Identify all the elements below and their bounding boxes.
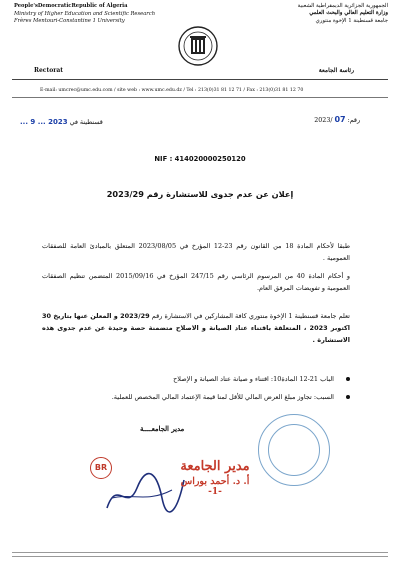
number-prefix: رقم: [347, 117, 360, 124]
office-label-ar: رئاسة الجامعة [318, 67, 354, 74]
number-year: /2023 [314, 117, 333, 124]
stamp-line-3: -1- [208, 487, 222, 497]
office-label-en: Rectorat [34, 67, 64, 74]
announcement-text: تعلم جامعة قسنطينة 1 الإخوة منتوري كافة المشاركين في الاستشارة رقم [151, 312, 350, 320]
ministry-name-en: Ministry of Higher Education and Scientific Research [14, 10, 156, 17]
university-name-en: Frères Mentouri-Constantine 1 University [14, 18, 125, 25]
university-name-ar: جامعة قسنطينة 1 الإخوة منتوري [315, 17, 388, 24]
country-name-en: People'sDemocraticRepublic of Algeria [14, 3, 128, 9]
paragraph-announcement [42, 310, 350, 346]
header-divider [12, 79, 388, 80]
header-arabic [213, 3, 388, 25]
university-logo-icon [178, 26, 218, 66]
paragraph-law: طبقا لأحكام المادة 18 من القانون رقم 23-12 المؤرخ في 2023/08/05 المتعلق بالمبادئ العامة للصفقات العمومية . [42, 242, 350, 262]
contact-divider [12, 97, 388, 98]
announcement-bold: 2023/29 و المعلن عنها بتاريخ 30 اكتوبر 2023 ، المتعلقة باقتناء عتاد الصيانة و الاصلاح متضمنة حصة وحيدة عن عدم جدوى هذه الاستشارة . [42, 312, 351, 344]
bullet-item [50, 374, 350, 385]
stamp-line-2: أ. د. أحمد بوراس [180, 476, 250, 487]
contact-line: E-mail: umcrec@umc.edu.com / site web : www.umc.edu.dz / Tel : 213(0)31 81 12 71 / Fax : 213(0)31 81 12 70 [40, 88, 304, 93]
footer-border [12, 552, 388, 557]
stamp-line-1: مدير الجامعة [180, 459, 250, 474]
country-name-ar: الجمهورية الجزائرية الديمقراطية الشعبية [297, 3, 388, 9]
bullet-dot-icon [346, 377, 350, 381]
bullet-item [50, 392, 350, 403]
bullet-text: السبب: تجاوز مبلغ العرض المالي للأقل لمنا قيمة الإعتماد المالي المخصص للعملية. [111, 393, 334, 401]
number-value: 07 [334, 115, 346, 124]
nif-number: NIF : 414020000250120 [154, 155, 246, 163]
page-title: إعلان عن عدم جدوى للاستشارة رقم 2023/29 [106, 189, 294, 199]
signature-title: مدير الجامعــــة [140, 425, 185, 433]
date-prefix: قسنطينة في [69, 119, 103, 126]
paragraph-decree: و أحكام المادة 40 من المرسوم الرئاسي رقم 247/15 المؤرخ في 2015/09/16 المتضمن تنظيم الصفقات العمومية و تفويضات المرفق العام. [42, 272, 350, 292]
ministry-name-ar: وزارة التعليم العالي والبحث العلمي [309, 10, 388, 17]
date-line [20, 118, 103, 126]
director-stamp [135, 459, 295, 497]
date-value: 2023 ... 9 ... [20, 118, 68, 126]
header-english [14, 3, 179, 26]
br-stamp: BR [90, 457, 112, 479]
reference-number [314, 115, 360, 124]
bullet-text: الباب 21-12 المادة10: اقتناء و صيانة عتاد الصيانة و الإصلاح [173, 375, 334, 383]
bullet-dot-icon [346, 395, 350, 399]
